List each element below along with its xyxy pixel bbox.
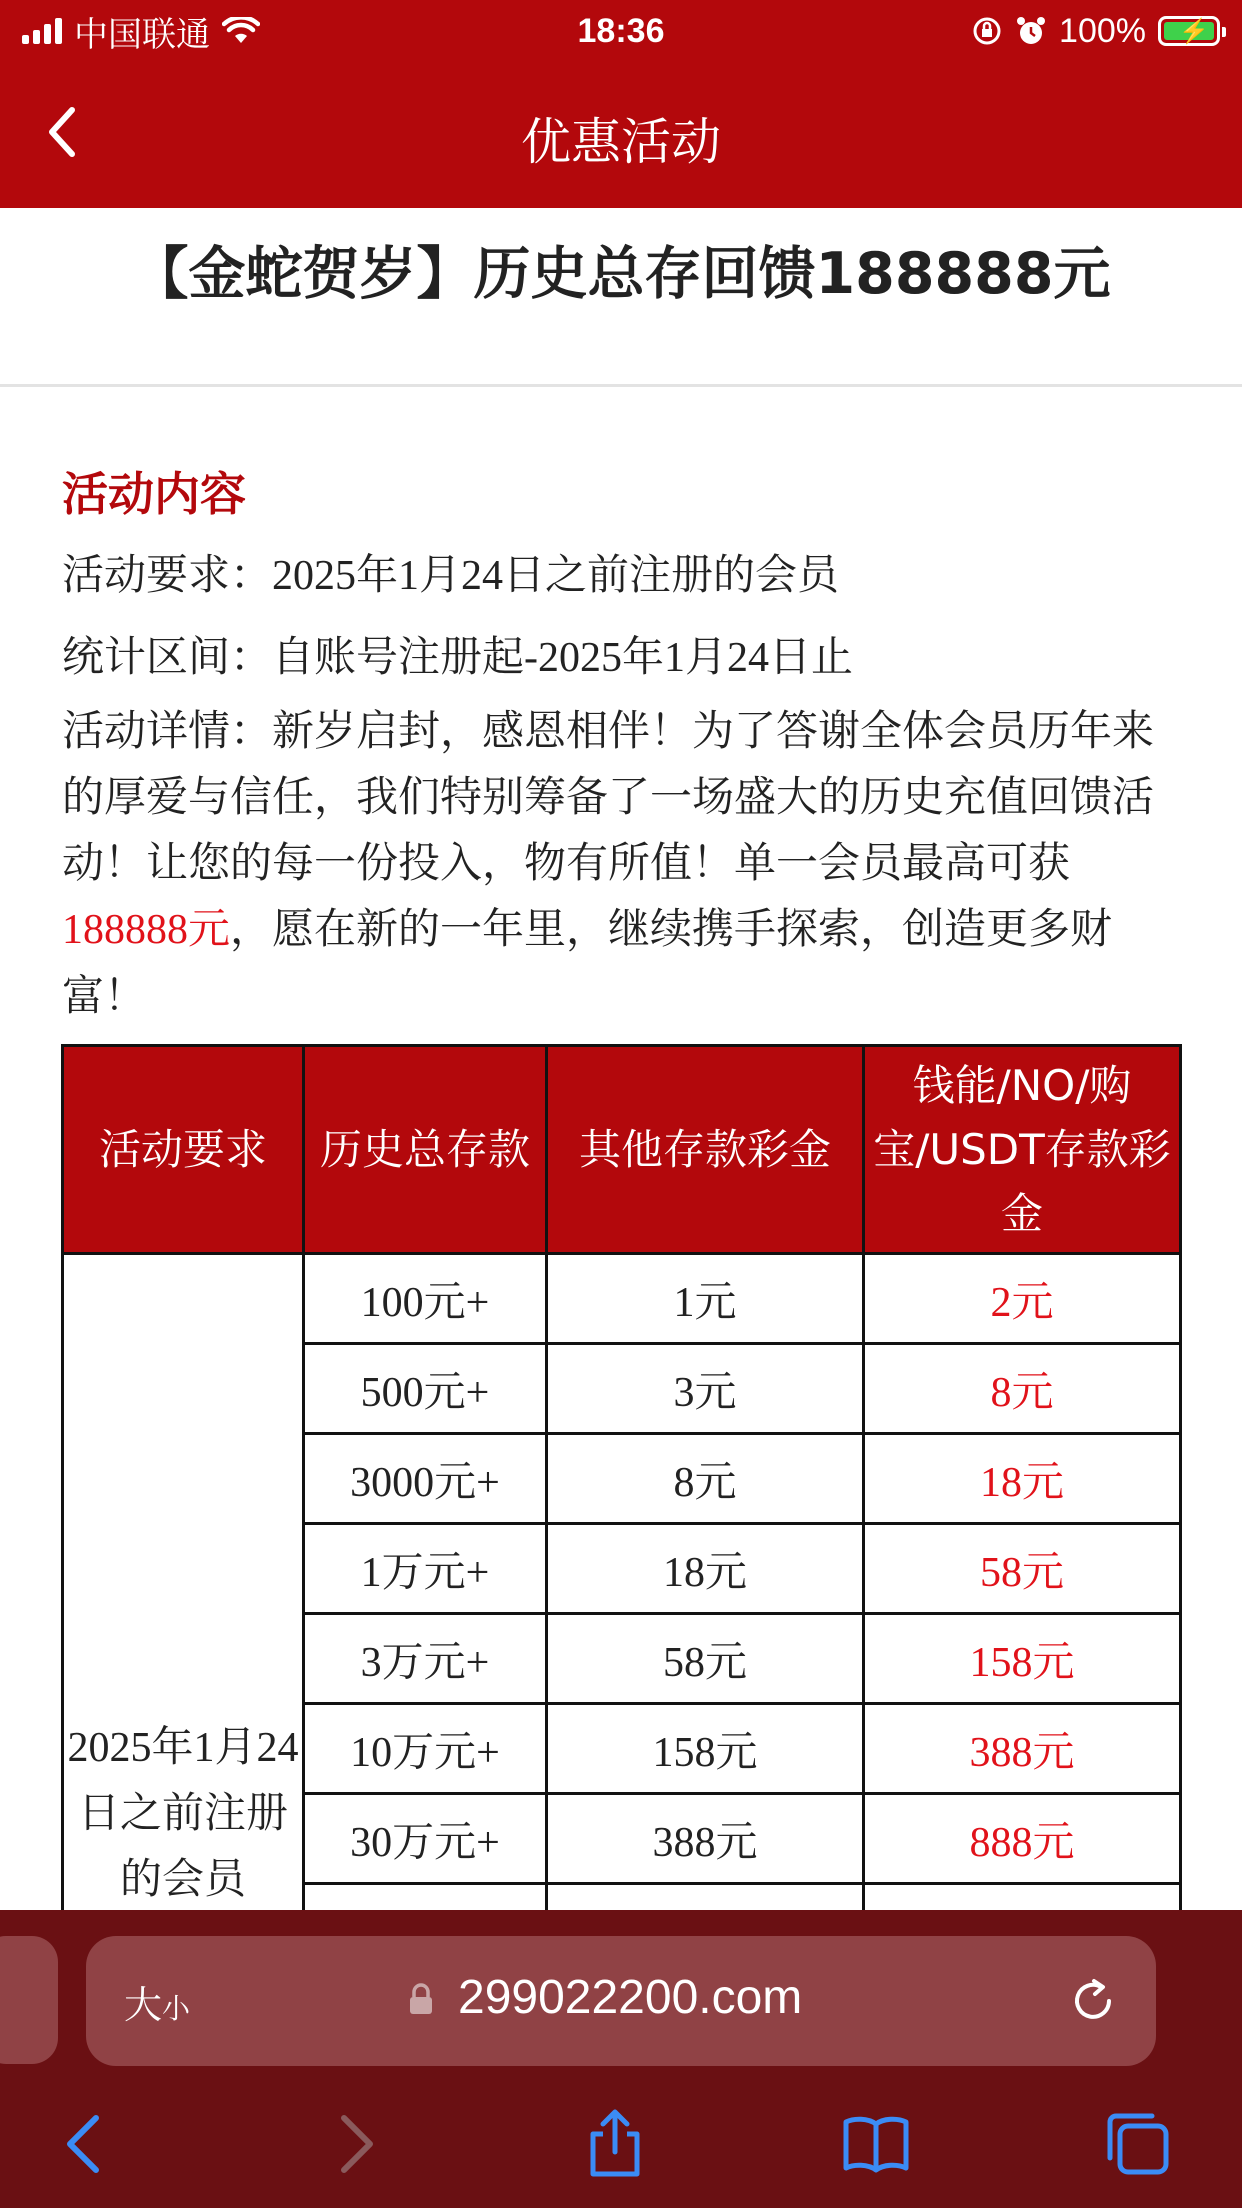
- section-heading: 活动内容: [62, 467, 246, 521]
- status-time: 18:36: [577, 12, 665, 50]
- previous-tab-edge[interactable]: [0, 1936, 58, 2064]
- requirement-cell: 2025年1月24日之前注册的会员: [63, 1254, 304, 1974]
- battery-icon: [1158, 16, 1220, 46]
- status-bar: [0, 0, 1242, 62]
- detail-highlight-amount: 188888元: [62, 907, 231, 953]
- period-label: 统计区间：: [62, 632, 273, 681]
- bookmarks-icon[interactable]: [840, 2108, 912, 2180]
- special-bonus-cell: 158元: [864, 1614, 1181, 1704]
- detail-text: 新岁启封，感恩相伴！为了答谢全体会员历年来的厚爱与信任，我们特别筹备了一场盛大的历史充值回馈活动！让您的每一份投入，物有所值！单一会员最高可获: [62, 706, 1155, 887]
- deposit-cell: 100元+: [304, 1254, 547, 1344]
- promotion-title: 【金蛇贺岁】历史总存回馈188888元: [131, 241, 1111, 307]
- reload-icon[interactable]: [1068, 1976, 1118, 2026]
- bonus-table: [61, 1044, 1182, 1975]
- period-line: [62, 624, 853, 684]
- other-bonus-cell: 388元: [547, 1794, 864, 1884]
- special-bonus-cell: 8元: [864, 1344, 1181, 1434]
- special-bonus-cell: 18元: [864, 1434, 1181, 1524]
- other-bonus-cell: 3元: [547, 1344, 864, 1434]
- text-size-button[interactable]: [124, 1974, 190, 2029]
- title-divider: [0, 384, 1242, 387]
- table-row: [63, 1254, 1181, 1344]
- text-size-large: 大: [124, 1983, 163, 2027]
- detail-text-end: ，愿在新的一年里，继续携手探索，创造更多财富！: [62, 904, 1113, 1020]
- carrier-name: 中国联通: [74, 14, 210, 55]
- deposit-cell: 500元+: [304, 1344, 547, 1434]
- deposit-cell: 3000元+: [304, 1434, 547, 1524]
- address-bar[interactable]: [86, 1936, 1156, 2066]
- special-bonus-cell: 388元: [864, 1704, 1181, 1794]
- special-bonus-cell: 2元: [864, 1254, 1181, 1344]
- share-icon[interactable]: [579, 2108, 651, 2180]
- special-bonus-cell: 58元: [864, 1524, 1181, 1614]
- other-bonus-cell: 1元: [547, 1254, 864, 1344]
- navigation-bar: [0, 62, 1242, 208]
- period-value: 自账号注册起-2025年1月24日止: [272, 635, 854, 681]
- orientation-lock-icon: [971, 15, 1003, 47]
- special-bonus-cell: 888元: [864, 1794, 1181, 1884]
- detail-label: 活动详情：: [62, 706, 273, 755]
- tabs-icon[interactable]: [1102, 2108, 1174, 2180]
- deposit-cell: 3万元+: [304, 1614, 547, 1704]
- other-bonus-cell: 18元: [547, 1524, 864, 1614]
- requirement-value: 2025年1月24日之前注册的会员: [272, 553, 840, 599]
- header-other-bonus: 其他存款彩金: [547, 1046, 864, 1254]
- other-bonus-cell: 8元: [547, 1434, 864, 1524]
- alarm-icon: [1015, 15, 1047, 47]
- header-special-bonus: 钱能/NO/购宝/USDT存款彩金: [864, 1046, 1181, 1254]
- other-bonus-cell: 58元: [547, 1614, 864, 1704]
- url-text[interactable]: 299022200.com: [458, 1971, 803, 2024]
- deposit-cell: 30万元+: [304, 1794, 547, 1884]
- requirement-line: [62, 542, 839, 602]
- status-right: [971, 0, 1220, 62]
- header-total-deposit: 历史总存款: [304, 1046, 547, 1254]
- table-header-row: [63, 1046, 1181, 1254]
- browser-toolbar: [0, 1910, 1242, 2208]
- forward-arrow-icon[interactable]: [318, 2108, 390, 2180]
- deposit-cell: 10万元+: [304, 1704, 547, 1794]
- charging-bolt-icon: ⚡: [1179, 18, 1209, 45]
- deposit-cell: 1万元+: [304, 1524, 547, 1614]
- lock-icon: [408, 1982, 434, 2016]
- other-bonus-cell: 158元: [547, 1704, 864, 1794]
- requirement-label: 活动要求：: [62, 550, 273, 599]
- text-size-small: 小: [162, 1992, 191, 2025]
- nav-title: 优惠活动: [521, 113, 721, 171]
- activity-detail: [62, 698, 1182, 1029]
- back-arrow-icon[interactable]: [50, 2108, 122, 2180]
- header-requirement: 活动要求: [63, 1046, 304, 1254]
- battery-percentage: 100%: [1059, 11, 1146, 50]
